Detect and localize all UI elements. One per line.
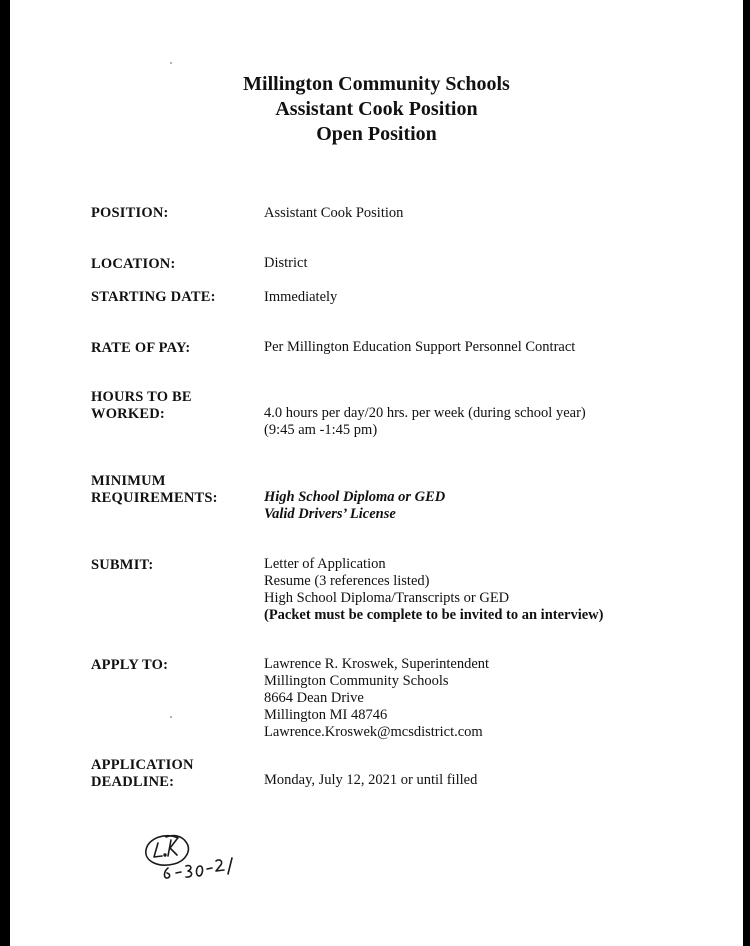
apply-to-street: 8664 Dean Drive [264,690,364,706]
deadline-value: Monday, July 12, 2021 or until filled [264,772,478,788]
apply-to-email: Lawrence.Kroswek@mcsdistrict.com [264,724,483,740]
scan-speck [170,62,172,64]
document-page [10,0,743,946]
hours-value [264,405,586,439]
submit-value [264,556,603,624]
position-value: Assistant Cook Position [264,205,404,221]
starting-date-label: STARTING DATE: [91,289,216,305]
submit-label: SUBMIT: [91,557,154,573]
requirements-value [264,489,445,523]
apply-to-address [264,656,489,741]
apply-to-label: APPLY TO: [91,657,169,673]
requirements-label-line1: MINIMUM [91,473,166,489]
apply-to-name: Lawrence R. Kroswek, Superintendent [264,656,490,672]
deadline-label-line2: DEADLINE: [91,774,175,790]
submit-item-resume: Resume (3 references listed) [264,573,430,589]
apply-to-city: Millington MI 48746 [264,707,388,723]
rate-of-pay-value: Per Millington Education Support Personnel Contract [264,339,576,355]
hours-value-line2: (9:45 am -1:45 pm) [264,422,378,438]
requirements-label [91,473,218,507]
requirements-diploma: High School Diploma or GED [264,489,446,505]
hours-label-line1: HOURS TO BE [91,389,192,405]
requirements-label-line2: REQUIREMENTS: [91,490,218,506]
handwritten-signature [140,828,255,890]
position-label: POSITION: [91,205,169,221]
location-value: District [264,255,308,271]
hours-label-line2: WORKED: [91,406,165,422]
deadline-label-line1: APPLICATION [91,757,194,773]
submit-item-letter: Letter of Application [264,556,386,572]
requirements-license: Valid Drivers’ License [264,506,396,522]
deadline-label [91,757,194,791]
header-district-name: Millington Community Schools [243,73,510,95]
submit-packet-note: (Packet must be complete to be invited to an interview) [264,607,604,623]
rate-of-pay-label: RATE OF PAY: [91,340,191,356]
header-position-title: Assistant Cook Position [275,98,478,120]
location-label: LOCATION: [91,256,176,272]
submit-item-diploma: High School Diploma/Transcripts or GED [264,590,510,606]
scan-speck [170,716,172,718]
hours-label [91,389,192,423]
starting-date-value: Immediately [264,289,338,305]
apply-to-organization: Millington Community Schools [264,673,449,689]
hours-value-line1: 4.0 hours per day/20 hrs. per week (during school year) [264,405,586,421]
header-open-position: Open Position [316,123,437,145]
document-header [10,72,743,147]
